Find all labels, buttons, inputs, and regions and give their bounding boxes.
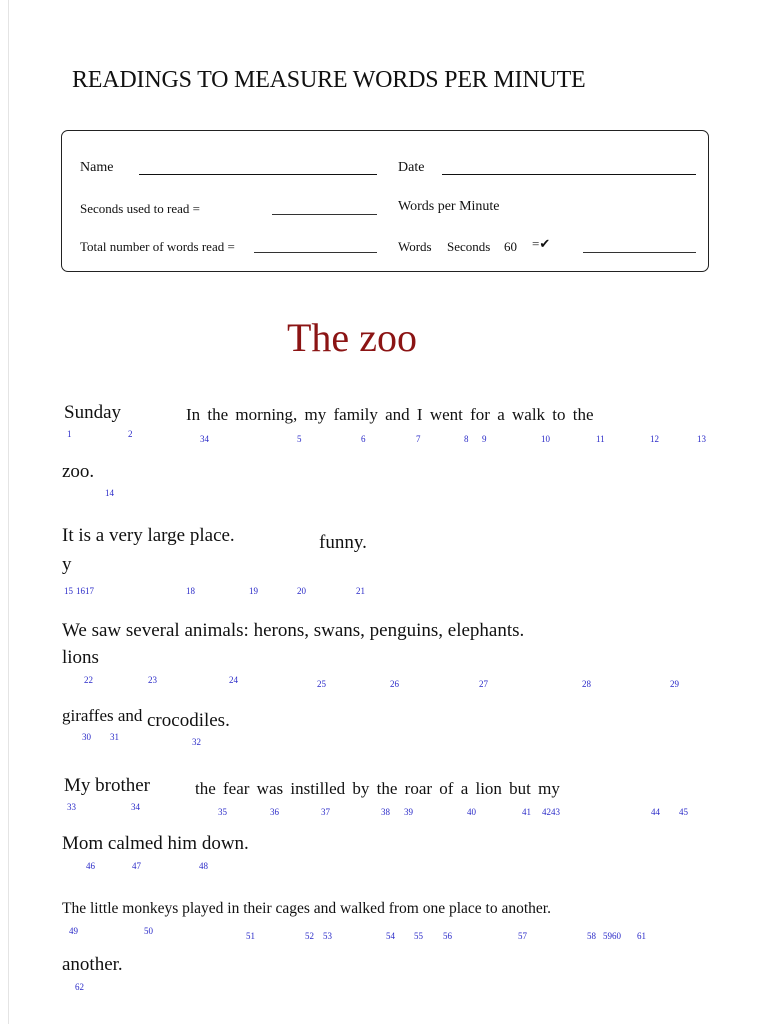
story-line: Mom calmed him down.	[62, 833, 249, 854]
word-number: 21	[356, 586, 365, 596]
story-line: giraffes and	[62, 706, 143, 725]
word-number: 50	[144, 926, 153, 936]
word-number: 28	[582, 679, 591, 689]
word-number: 36	[270, 807, 279, 817]
word-number: 4243	[542, 807, 560, 817]
total-words-field[interactable]	[254, 252, 377, 253]
seconds-field[interactable]	[272, 214, 377, 215]
formula-seconds: Seconds	[447, 239, 491, 254]
story-line: Sunday	[64, 402, 121, 423]
story-line: My brother	[64, 775, 151, 796]
story-line: The little monkeys played in their cages and walked from one place to another.	[62, 900, 551, 917]
word-number: 5	[297, 434, 302, 444]
word-number: 19	[249, 586, 258, 596]
formula-sixty: 60	[504, 239, 517, 254]
word-number: 1617	[76, 586, 94, 596]
word-number: 55	[414, 931, 423, 941]
word-number: 48	[199, 861, 208, 871]
word-number: 49	[69, 926, 78, 936]
story-line: funny.	[319, 532, 367, 553]
word-number: 45	[679, 807, 688, 817]
story-line: lions	[62, 647, 99, 668]
word-number: 54	[386, 931, 395, 941]
word-number: 10	[541, 434, 550, 444]
word-number: 31	[110, 732, 119, 742]
word-number: 58	[587, 931, 596, 941]
word-number: 9	[482, 434, 487, 444]
word-number: 23	[148, 675, 157, 685]
word-number: 14	[105, 488, 114, 498]
word-number: 38	[381, 807, 390, 817]
page-edge	[8, 0, 9, 1024]
word-number: 29	[670, 679, 679, 689]
formula-equals-check: =✔	[532, 236, 551, 251]
name-label: Name	[80, 160, 114, 175]
word-number: 37	[321, 807, 330, 817]
word-number: 8	[464, 434, 469, 444]
word-number: 53	[323, 931, 332, 941]
word-number: 52	[305, 931, 314, 941]
word-number: 13	[697, 434, 706, 444]
story-line: It is a very large place.	[62, 525, 235, 546]
word-number: 27	[479, 679, 488, 689]
word-number: 46	[86, 861, 95, 871]
story-line: the fear was instilled by the roar of a lion but my	[195, 779, 560, 798]
wpm-label: Words per Minute	[398, 199, 500, 214]
story-title: The zoo	[287, 315, 417, 360]
word-number: 34	[200, 434, 209, 444]
word-number: 56	[443, 931, 452, 941]
word-number: 5960	[603, 931, 621, 941]
word-number: 33	[67, 802, 76, 812]
word-number: 44	[651, 807, 660, 817]
wpm-result-field[interactable]	[583, 252, 696, 253]
word-number: 30	[82, 732, 91, 742]
word-number: 26	[390, 679, 399, 689]
word-number: 57	[518, 931, 527, 941]
word-number: 24	[229, 675, 238, 685]
word-number: 62	[75, 982, 84, 992]
word-number: 12	[650, 434, 659, 444]
page-heading: READINGS TO MEASURE WORDS PER MINUTE	[72, 67, 586, 93]
word-number: 34	[131, 802, 140, 812]
word-number: 20	[297, 586, 306, 596]
word-number: 25	[317, 679, 326, 689]
word-number: 51	[246, 931, 255, 941]
formula-words: Words	[398, 239, 432, 254]
name-field[interactable]	[139, 174, 377, 175]
word-number: 7	[416, 434, 421, 444]
word-number: 39	[404, 807, 413, 817]
word-number: 41	[522, 807, 531, 817]
word-number: 1	[67, 429, 72, 439]
word-number: 61	[637, 931, 646, 941]
story-line: crocodiles.	[147, 710, 230, 731]
story-line: another.	[62, 954, 123, 975]
word-number: 22	[84, 675, 93, 685]
date-field[interactable]	[442, 174, 696, 175]
total-words-label: Total number of words read =	[80, 239, 235, 254]
story-line: We saw several animals: herons, swans, penguins, elephants.	[62, 620, 525, 641]
word-number: 35	[218, 807, 227, 817]
story-line: zoo.	[62, 461, 95, 482]
word-number: 40	[467, 807, 476, 817]
story-line: y	[62, 554, 72, 575]
story-line: In the morning, my family and I went for a walk to the	[186, 405, 594, 424]
word-number: 11	[596, 434, 605, 444]
word-number: 15	[64, 586, 73, 596]
date-label: Date	[398, 160, 425, 175]
word-number: 18	[186, 586, 195, 596]
word-number: 2	[128, 429, 133, 439]
word-number: 6	[361, 434, 366, 444]
word-number: 32	[192, 737, 201, 747]
word-number: 47	[132, 861, 141, 871]
seconds-label: Seconds used to read =	[80, 201, 200, 216]
